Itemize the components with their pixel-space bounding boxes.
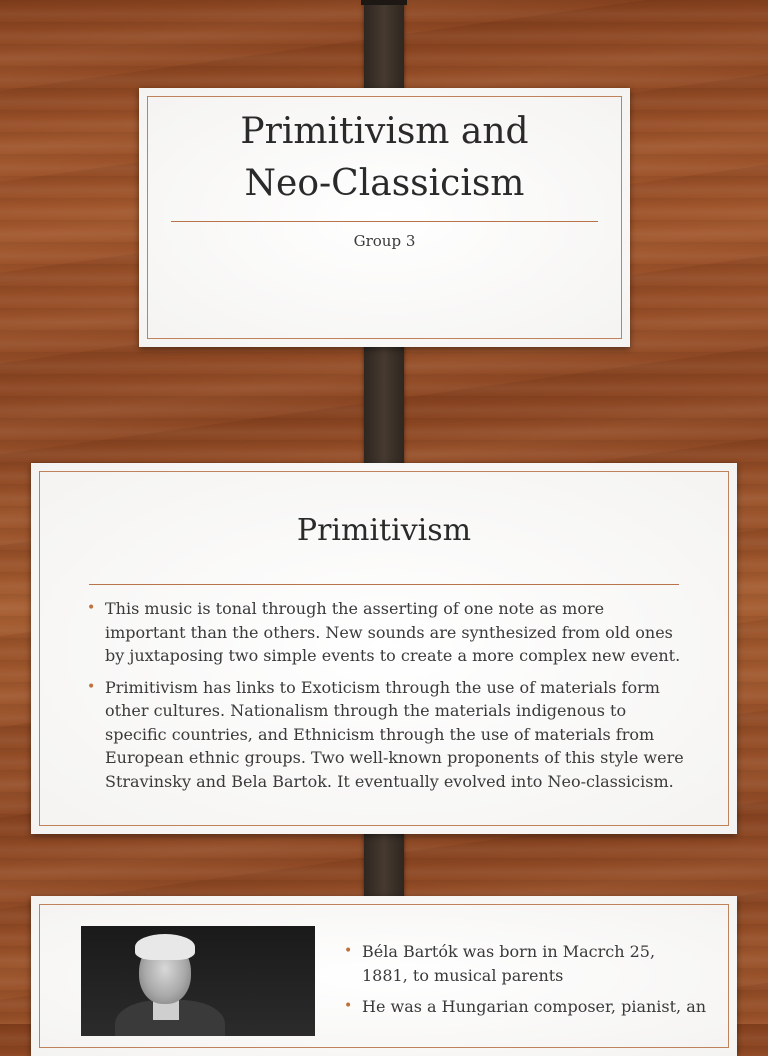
bullet-item: [87, 597, 687, 668]
slide-subtitle: Group 3: [353, 232, 416, 250]
bullet-list: [87, 597, 687, 801]
bullet-list: [344, 940, 707, 1027]
bullet-icon: •: [87, 600, 96, 616]
slide-bartok-card[interactable]: [31, 896, 737, 1056]
bullet-item: [344, 940, 704, 987]
slide-primitivism-card[interactable]: [31, 463, 737, 834]
bullet-icon: •: [344, 943, 353, 959]
bullet-text: Béla Bartók was born in Macrch 25, 1881, to musical parents: [362, 942, 656, 985]
bullet-icon: •: [344, 998, 353, 1014]
bartok-photo: [81, 926, 315, 1036]
bullet-text: He was a Hungarian composer, pianist, an: [362, 997, 707, 1016]
slide-title: Primitivism and Neo-Classicism: [240, 111, 529, 204]
bullet-item: [87, 676, 687, 794]
heading-divider: [89, 584, 679, 585]
bullet-text: This music is tonal through the asserting of one note as more important than the others. New sounds are synthesized from old ones by juxtaposing two simple events to create a more complex new event.: [105, 599, 681, 665]
slide-heading: Primitivism: [296, 513, 472, 548]
bullet-text: Primitivism has links to Exoticism through the use of materials form other cultures. Nationalism through the materials indigenous to specific countries, and Ethnicism through the use of materials from European ethnic groups. Two well-known proponents of this style were Stravinsky and Bela Bartok. It eventually evolved into Neo-classicism.: [105, 677, 684, 791]
bullet-icon: •: [87, 678, 96, 695]
slide-title-card[interactable]: [139, 88, 630, 347]
title-divider: [171, 221, 598, 222]
strap-middle: [364, 328, 404, 482]
bullet-item: [344, 995, 707, 1019]
photo-hair: [135, 934, 195, 960]
